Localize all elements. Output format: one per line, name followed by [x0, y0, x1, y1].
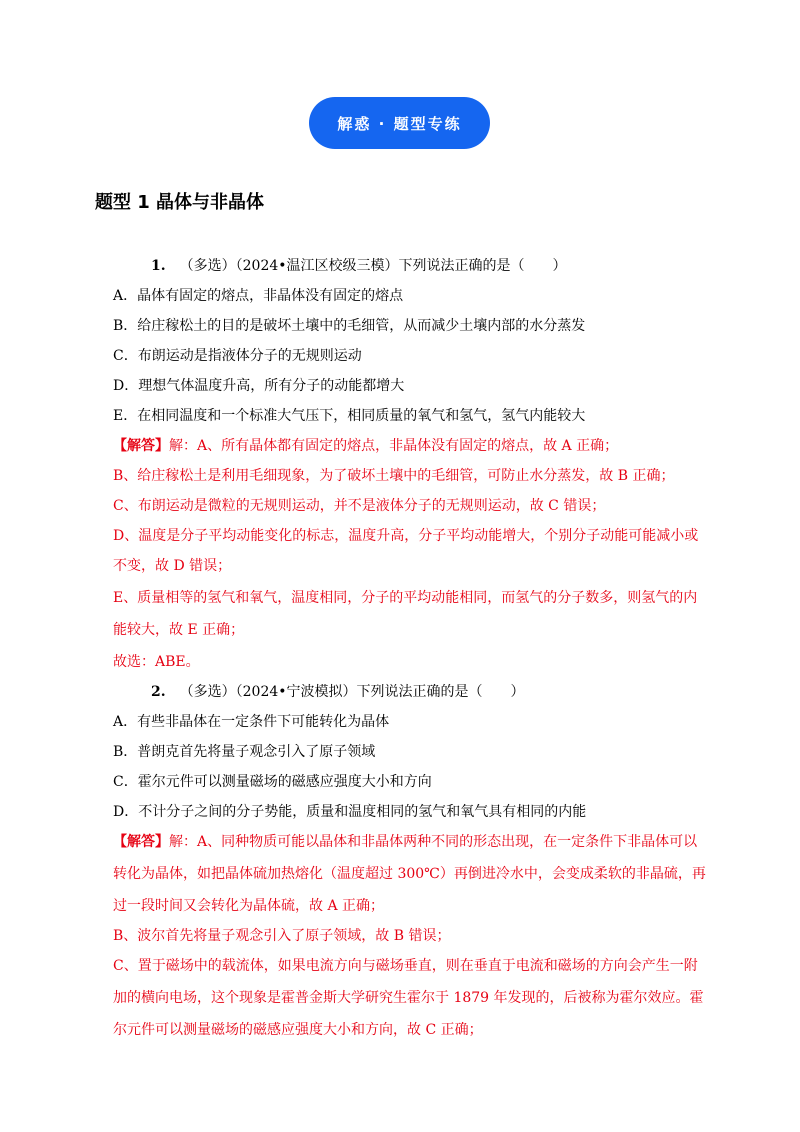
question-1-option-d: D．理想气体温度升高，所有分子的动能都增大: [113, 378, 405, 394]
answer-1-line: [113, 435, 618, 455]
question-2-option-b: B．普朗克首先将量子观念引入了原子领域: [113, 744, 376, 760]
question-1-option-e: E．在相同温度和一个标准大气压下，相同质量的氧气和氢气，氢气内能较大: [113, 408, 586, 424]
question-1-option-a: A．晶体有固定的熔点，非晶体没有固定的熔点: [113, 288, 404, 304]
answer-2-line: 加的横向电场，这个现象是霍普金斯大学研究生霍尔于 1879 年发现的，后被称为霍尔效应。霍: [113, 990, 704, 1006]
question-2-stem: [151, 681, 525, 701]
question-2-option-d: D．不计分子之间的分子势能，质量和温度相同的氢气和氧气具有相同的内能: [113, 804, 587, 820]
answer-1-line: C、布朗运动是微粒的无规则运动，并不是液体分子的无规则运动，故 C 错误；: [113, 498, 606, 514]
answer-1-conclusion: 故选：ABE。: [113, 654, 200, 670]
section-badge: 解惑 · 题型专练: [309, 97, 490, 149]
answer-1-line: E、质量相等的氢气和氧气，温度相同，分子的平均动能相同，而氢气的分子数多，则氢气的内: [113, 590, 698, 606]
section-title: 题型 1 晶体与非晶体: [95, 192, 265, 213]
question-1-number: 1.: [151, 258, 166, 274]
answer-2-line: B、波尔首先将量子观念引入了原子领域，故 B 错误；: [113, 928, 451, 944]
question-1-option-b: B．给庄稼松土的目的是破坏土壤中的毛细管，从而减少土壤内部的水分蒸发: [113, 318, 586, 334]
answer-1-tag: 【解答】: [113, 438, 169, 454]
answer-1-line: 能较大，故 E 正确；: [113, 622, 245, 638]
answer-2-tag: 【解答】: [113, 834, 169, 850]
answer-2-line: C、置于磁场中的载流体，如果电流方向与磁场垂直，则在垂直于电流和磁场的方向会产生一附: [113, 958, 698, 974]
question-2-option-a: A．有些非晶体在一定条件下可能转化为晶体: [113, 714, 390, 730]
answer-2-line: 尔元件可以测量磁场的磁感应强度大小和方向，故 C 正确；: [113, 1022, 483, 1038]
answer-1-text: 解：A、所有晶体都有固定的熔点，非晶体没有固定的熔点，故 A 正确；: [169, 438, 619, 454]
answer-1-line: B、给庄稼松土是利用毛细现象，为了破坏土壤中的毛细管，可防止水分蒸发，故 B 正确；: [113, 468, 675, 484]
answer-2-text: 解：A、同种物质可能以晶体和非晶体两种不同的形态出现，在一定条件下非晶体可以: [169, 834, 698, 850]
question-1-text: （多选）（2024•温江区校级三模）下列说法正确的是（ ）: [179, 258, 567, 274]
answer-1-line: D、温度是分子平均动能变化的标志，温度升高，分子平均动能增大，个别分子动能可能减小或: [113, 528, 699, 544]
answer-2-line: [113, 831, 697, 851]
answer-1-line: 不变，故 D 错误；: [113, 558, 232, 574]
question-2-option-c: C．霍尔元件可以测量磁场的磁感应强度大小和方向: [113, 774, 432, 790]
question-1-option-c: C．布朗运动是指液体分子的无规则运动: [113, 348, 362, 364]
question-2-number: 2.: [151, 684, 166, 700]
answer-2-line: 转化为晶体，如把晶体硫加热熔化（温度超过 300℃）再倒进冷水中，会变成柔软的非晶硫，再: [113, 866, 706, 882]
question-1-stem: [151, 255, 567, 275]
answer-2-line: 过一段时间又会转化为晶体硫，故 A 正确；: [113, 898, 385, 914]
question-2-text: （多选）（2024•宁波模拟）下列说法正确的是（ ）: [179, 684, 525, 700]
